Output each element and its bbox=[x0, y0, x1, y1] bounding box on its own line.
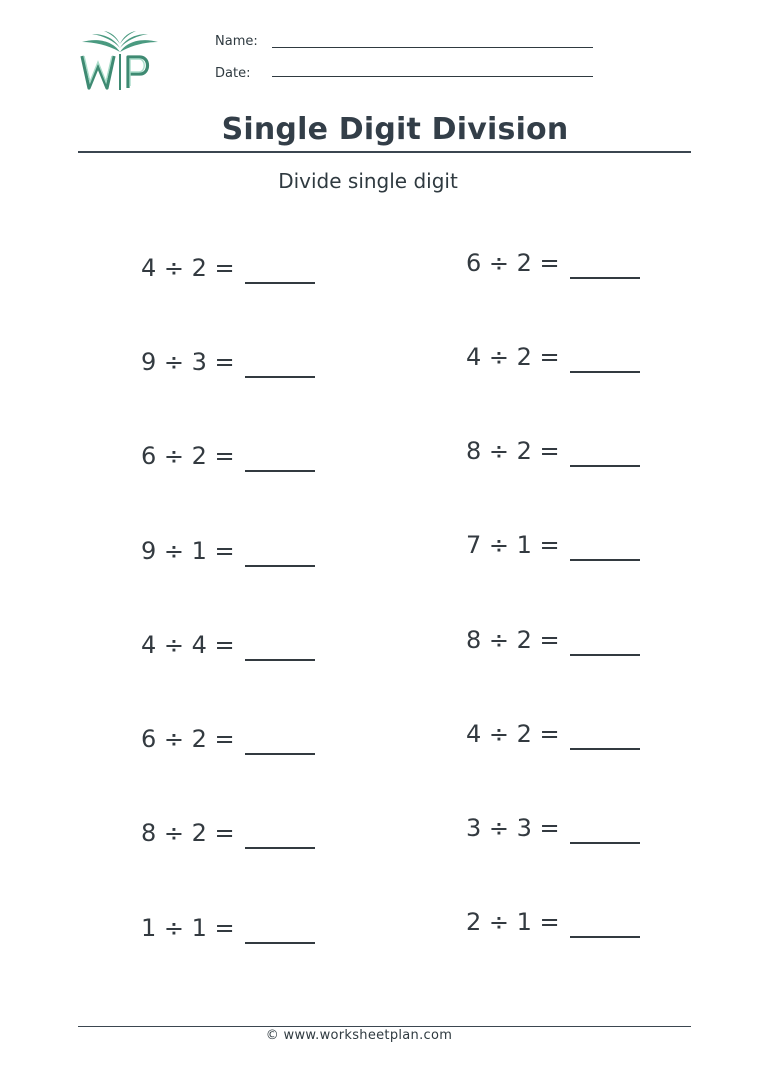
answer-blank[interactable] bbox=[245, 282, 315, 284]
problem-expression: 4 ÷ 2 = bbox=[466, 343, 560, 371]
answer-blank[interactable] bbox=[245, 847, 315, 849]
name-label: Name: bbox=[215, 34, 258, 49]
problem-expression: 7 ÷ 1 = bbox=[466, 531, 560, 559]
problem-expression: 4 ÷ 2 = bbox=[466, 720, 560, 748]
answer-blank[interactable] bbox=[570, 748, 640, 750]
title-divider bbox=[78, 151, 691, 153]
answer-blank[interactable] bbox=[570, 936, 640, 938]
problem-expression: 8 ÷ 2 = bbox=[466, 437, 560, 465]
problem-expression: 4 ÷ 4 = bbox=[141, 631, 235, 659]
worksheet-subtitle: Divide single digit bbox=[278, 169, 458, 193]
problem-expression: 8 ÷ 2 = bbox=[466, 626, 560, 654]
footer-credit: © www.worksheetplan.com bbox=[265, 1028, 453, 1043]
answer-blank[interactable] bbox=[570, 654, 640, 656]
answer-blank[interactable] bbox=[245, 659, 315, 661]
answer-blank[interactable] bbox=[570, 842, 640, 844]
answer-blank[interactable] bbox=[245, 753, 315, 755]
answer-blank[interactable] bbox=[570, 371, 640, 373]
problem-expression: 8 ÷ 2 = bbox=[141, 819, 235, 847]
problem-expression: 1 ÷ 1 = bbox=[141, 914, 235, 942]
answer-blank[interactable] bbox=[245, 376, 315, 378]
problem-expression: 6 ÷ 2 = bbox=[141, 725, 235, 753]
problem-expression: 3 ÷ 3 = bbox=[466, 814, 560, 842]
answer-blank[interactable] bbox=[245, 565, 315, 567]
problem-expression: 6 ÷ 2 = bbox=[466, 249, 560, 277]
name-field[interactable] bbox=[272, 47, 593, 48]
answer-blank[interactable] bbox=[245, 942, 315, 944]
answer-blank[interactable] bbox=[245, 470, 315, 472]
answer-blank[interactable] bbox=[570, 277, 640, 279]
problem-expression: 2 ÷ 1 = bbox=[466, 908, 560, 936]
worksheetplan-logo bbox=[78, 30, 162, 94]
problem-expression: 6 ÷ 2 = bbox=[141, 442, 235, 470]
date-label: Date: bbox=[215, 66, 251, 81]
footer-divider bbox=[78, 1026, 691, 1027]
answer-blank[interactable] bbox=[570, 465, 640, 467]
worksheet-title: Single Digit Division bbox=[221, 112, 569, 147]
problem-expression: 4 ÷ 2 = bbox=[141, 254, 235, 282]
problem-expression: 9 ÷ 3 = bbox=[141, 348, 235, 376]
date-field[interactable] bbox=[272, 76, 593, 77]
answer-blank[interactable] bbox=[570, 559, 640, 561]
problem-expression: 9 ÷ 1 = bbox=[141, 537, 235, 565]
